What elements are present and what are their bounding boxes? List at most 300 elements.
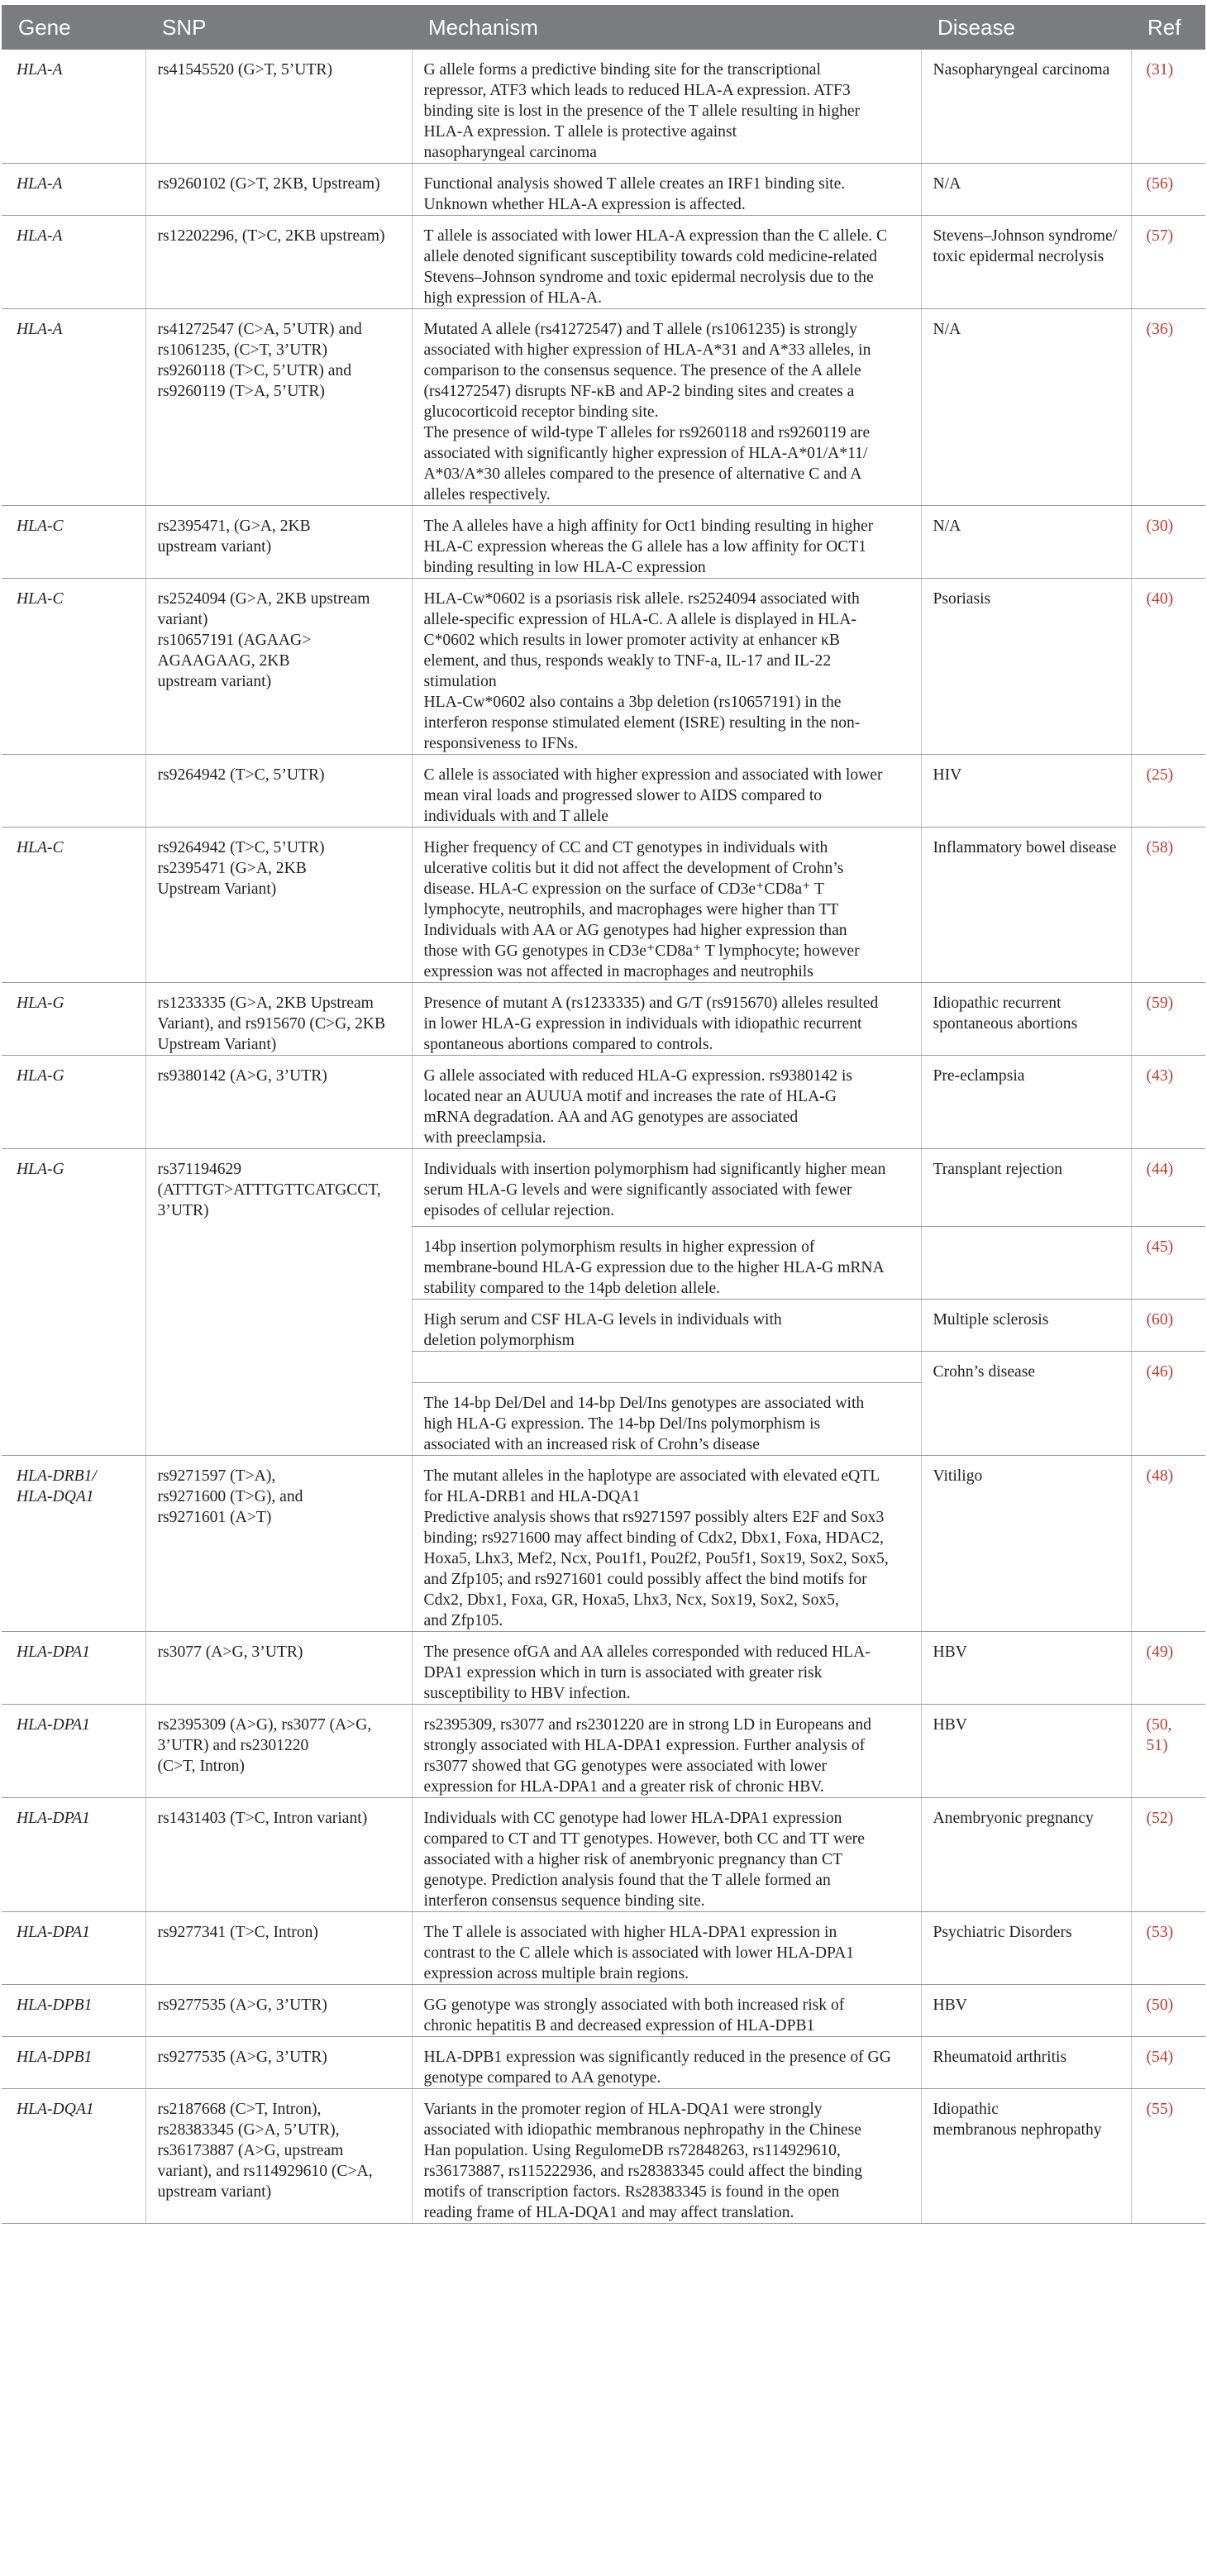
disease-cell <box>921 50 1131 164</box>
disease-cell <box>921 1797 1131 1911</box>
snp-cell <box>146 2088 412 2223</box>
mechanism-cell <box>412 1704 921 1797</box>
mechanism-line: rs3077 showed that GG genotypes were associated with lower <box>423 1757 828 1775</box>
table-row <box>2 216 1205 309</box>
disease-cell <box>921 309 1131 506</box>
table-row <box>2 1455 1205 1631</box>
disease-line: N/A <box>933 518 961 535</box>
snp-line: rs9380142 (A>G, 3’UTR) <box>157 1067 327 1085</box>
mechanism-cell <box>412 1056 921 1149</box>
table-row <box>2 506 1205 579</box>
mechanism-line: genotype compared to AA genotype. <box>423 2068 661 2087</box>
snp-line: rs2395471 (G>A, 2KB <box>157 860 307 877</box>
ref-cell[interactable]: (56) <box>1131 164 1205 216</box>
gene-cell: HLA-DPB1 <box>2 1984 146 2036</box>
mechanism-cell <box>412 1149 921 1227</box>
table-row <box>2 1911 1205 1984</box>
mechanism-line: membrane-bound HLA-G expression due to the higher HLA-G mRNA <box>423 1259 885 1276</box>
disease-line: HIV <box>933 766 962 784</box>
snp-cell <box>146 755 412 828</box>
header-gene: Gene <box>2 5 146 50</box>
table-row <box>2 828 1205 983</box>
snp-cell <box>146 1911 412 1984</box>
mechanism-cell <box>412 216 921 309</box>
ref-cell[interactable]: (30) <box>1131 506 1205 579</box>
snp-line: rs10657191 (AGAAG> <box>157 632 312 649</box>
disease-cell <box>921 164 1131 216</box>
mechanism-line: Variants in the promoter region of HLA-DQA1 were strongly <box>423 2100 823 2118</box>
snp-line: rs9260102 (G>T, 2KB, Upstream) <box>157 175 380 193</box>
mechanism-line: associated with idiopathic membranous nephropathy in the Chinese <box>423 2120 861 2139</box>
snp-cell <box>146 1056 412 1149</box>
mechanism-cell <box>412 1984 921 2036</box>
disease-line: Multiple sclerosis <box>933 1311 1049 1329</box>
snp-cell <box>146 1352 412 1383</box>
ref-cell[interactable]: (43) <box>1131 1056 1205 1149</box>
snp-line: rs9260118 (T>C, 5’UTR) and <box>157 362 352 379</box>
mechanism-line: HLA-Cw*0602 is a psoriasis risk allele. rs2524094 associated with <box>423 590 860 608</box>
snp-line: variant) <box>157 611 208 628</box>
mechanism-line: C allele is associated with higher expression and associated with lower <box>423 766 883 784</box>
mechanism-line: for HLA-DRB1 and HLA-DQA1 <box>423 1487 641 1505</box>
ref-cell[interactable] <box>1131 1382 1205 1455</box>
ref-cell[interactable]: (49) <box>1131 1631 1205 1704</box>
mechanism-line: mean viral loads and progressed slower to AIDS compared to <box>423 787 823 804</box>
disease-cell <box>921 1382 1131 1455</box>
ref-cell[interactable]: (40) <box>1131 579 1205 755</box>
mechanism-line: alleles respectively. <box>423 486 551 503</box>
mechanism-line: The presence of wild-type T alleles for rs9260118 and rs9260119 are <box>423 424 871 441</box>
mechanism-line: interferon response stimulated element (ISRE) resulting in the non- <box>423 714 861 732</box>
table-row <box>2 1797 1205 1911</box>
mechanism-line: Individuals with insertion polymorphism had significantly higher mean <box>423 1161 886 1178</box>
mechanism-cell <box>412 1382 921 1455</box>
disease-line: Inflammatory bowel disease <box>933 839 1117 856</box>
mechanism-line: mRNA degradation. AA and AG genotypes are associated <box>423 1109 799 1126</box>
gene-cell <box>2 755 146 828</box>
disease-cell <box>921 1704 1131 1797</box>
mechanism-cell <box>412 828 921 983</box>
disease-line: Vitiligo <box>933 1467 983 1485</box>
mechanism-cell <box>412 1300 921 1352</box>
table-header <box>2 5 1205 50</box>
disease-line: HBV <box>933 1715 967 1734</box>
gene-cell <box>2 1300 146 1352</box>
mechanism-line: interferon consensus sequence binding site. <box>423 1891 705 1910</box>
mechanism-cell <box>412 1631 921 1704</box>
snp-line: rs9277535 (A>G, 3’UTR) <box>157 1996 327 2014</box>
table-row <box>2 1704 1205 1797</box>
gene-cell: HLA-G <box>17 1161 64 1178</box>
disease-cell <box>921 1227 1131 1300</box>
snp-line: 3’UTR) <box>157 1202 209 1219</box>
table-row <box>2 1056 1205 1149</box>
snp-line: upstream variant) <box>157 538 272 556</box>
mechanism-line: ulcerative colitis but it did not affect the development of Crohn’s <box>423 860 844 877</box>
disease-line: Pre-eclampsia <box>933 1067 1025 1085</box>
snp-line: rs36173887 (A>G, upstream <box>157 2141 344 2159</box>
mechanism-line: susceptibility to HBV infection. <box>423 1684 631 1702</box>
disease-line: membranous nephropathy <box>933 2120 1102 2139</box>
gene-cell: HLA-DPA1 <box>2 1911 146 1984</box>
snp-line: rs2395309 (A>G), rs3077 (A>G, <box>157 1715 372 1734</box>
mechanism-line: HLA-Cw*0602 also contains a 3bp deletion (rs10657191) in the <box>423 694 842 711</box>
gene-cell: HLA-DPA1 <box>2 1631 146 1704</box>
mechanism-line: located near an AUUUA motif and increases the rate of HLA-G <box>423 1088 837 1105</box>
mechanism-line: repressor, ATF3 which leads to reduced HLA-A expression. ATF3 <box>423 82 851 99</box>
mechanism-line: The mutant alleles in the haplotype are associated with elevated eQTL <box>423 1467 880 1485</box>
snp-line: rs12202296, (T>C, 2KB upstream) <box>157 227 385 245</box>
mechanism-line: Hoxa5, Lhx3, Mef2, Ncx, Pou1f1, Pou2f2, Pou5f1, Sox19, Sox2, Sox5, <box>423 1549 889 1567</box>
disease-cell <box>921 2088 1131 2223</box>
ref-cell[interactable]: (46) <box>1131 1352 1205 1383</box>
mechanism-line: and Zfp105. <box>423 1611 503 1629</box>
mechanism-line: HLA-DPB1 expression was significantly reduced in the presence of GG <box>423 2048 891 2066</box>
ref-cell[interactable]: (50, 51) <box>1131 1704 1205 1797</box>
ref-cell[interactable]: (58) <box>1131 828 1205 983</box>
disease-line: Crohn’s disease <box>933 1363 1036 1381</box>
mechanism-line: G allele forms a predictive binding site for the transcriptional <box>423 61 821 79</box>
table-row <box>2 1300 1205 1352</box>
mechanism-line: spontaneous abortions compared to controls. <box>423 1036 713 1053</box>
mechanism-cell <box>412 1227 921 1300</box>
snp-cell <box>146 50 412 164</box>
gene-cell: HLA-G <box>2 1056 146 1149</box>
mechanism-line: high expression of HLA-A. <box>423 289 602 307</box>
snp-line: rs2187668 (C>T, Intron), <box>157 2100 322 2118</box>
table-row <box>2 50 1205 164</box>
snp-line: rs9277341 (T>C, Intron) <box>157 1923 318 1941</box>
disease-cell <box>921 1455 1131 1631</box>
mechanism-line: The presence ofGA and AA alleles corresponded with reduced HLA- <box>423 1643 871 1661</box>
snp-line: rs41272547 (C>A, 5’UTR) and <box>157 321 362 338</box>
mechanism-line: associated with an increased risk of Crohn’s disease <box>423 1435 760 1453</box>
mechanism-cell <box>412 2036 921 2088</box>
mechanism-line: allele denoted significant susceptibility towards cold medicine-related <box>423 248 877 265</box>
mechanism-cell <box>412 1352 921 1383</box>
snp-cell <box>146 1227 412 1300</box>
mechanism-line: expression across multiple brain regions. <box>423 1964 689 1982</box>
disease-line: Psoriasis <box>933 590 991 608</box>
disease-line: Stevens–Johnson syndrome/ <box>933 227 1118 245</box>
table-row <box>2 983 1205 1056</box>
snp-cell <box>146 1382 412 1455</box>
header-ref: Ref <box>1131 5 1205 50</box>
table-row <box>2 309 1205 506</box>
snp-line: Upstream Variant) <box>157 880 277 898</box>
gene-cell: HLA-DPA1 <box>2 1704 146 1797</box>
snp-cell <box>146 1631 412 1704</box>
table-row <box>2 1984 1205 2036</box>
mechanism-line: deletion polymorphism <box>423 1332 575 1349</box>
gene-cell: HLA-DRB1/ HLA-DQA1 <box>2 1455 146 1631</box>
ref-cell[interactable]: (57) <box>1131 216 1205 309</box>
snp-cell <box>146 1704 412 1797</box>
gene-cell: HLA-DPA1 <box>2 1797 146 1911</box>
table-row <box>2 755 1205 828</box>
disease-line: toxic epidermal necrolysis <box>933 248 1104 265</box>
mechanism-line: The 14-bp Del/Del and 14-bp Del/Ins genotypes are associated with <box>423 1394 865 1412</box>
mechanism-cell <box>412 755 921 828</box>
disease-line: Nasopharyngeal carcinoma <box>933 61 1110 79</box>
gene-cell: HLA-C <box>2 506 146 579</box>
ref-cell[interactable]: (36) <box>1131 309 1205 506</box>
snp-line: rs9271600 (T>G), and <box>157 1487 303 1505</box>
ref-cell[interactable]: (48) <box>1131 1455 1205 1631</box>
snp-line: rs9271597 (T>A), <box>157 1467 276 1485</box>
mechanism-cell <box>412 164 921 216</box>
mechanism-line: associated with higher expression of HLA-A*31 and A*33 alleles, in <box>423 341 871 359</box>
disease-cell <box>921 983 1131 1056</box>
mechanism-line: 14bp insertion polymorphism results in higher expression of <box>423 1238 815 1256</box>
disease-line: spontaneous abortions <box>933 1015 1078 1033</box>
disease-cell <box>921 506 1131 579</box>
mechanism-line: genotype. Prediction analysis found that the T allele formed an <box>423 1871 831 1889</box>
mechanism-line: Functional analysis showed T allele creates an IRF1 binding site. <box>423 175 846 193</box>
snp-line: rs9264942 (T>C, 5’UTR) <box>157 839 325 856</box>
ref-cell[interactable]: (55) <box>1131 2088 1205 2223</box>
disease-cell <box>921 1984 1131 2036</box>
snp-line: (ATTTGT>ATTTGTTCATGCCT, <box>157 1181 381 1199</box>
mechanism-line: G allele associated with reduced HLA-G expression. rs9380142 is <box>423 1067 853 1085</box>
disease-cell <box>921 1149 1131 1227</box>
mechanism-line: A*03/A*30 alleles compared to the presence of alternative C and A <box>423 465 862 483</box>
mechanism-line: Stevens–Johnson syndrome and toxic epidermal necrolysis due to the <box>423 269 874 286</box>
mechanism-line: Predictive analysis shows that rs9271597 possibly alters E2F and Sox3 <box>423 1508 885 1526</box>
ref-cell[interactable]: (59) <box>1131 983 1205 1056</box>
table-row <box>2 2036 1205 2088</box>
mechanism-cell <box>412 1797 921 1911</box>
mechanism-line: (rs41272547) disrupts NF-κB and AP-2 binding sites and creates a <box>423 383 855 400</box>
gene-cell: HLA-A <box>2 309 146 506</box>
disease-cell <box>921 1056 1131 1149</box>
mechanism-line: with preeclampsia. <box>423 1129 546 1147</box>
mechanism-line: C*0602 which results in lower promoter activity at enhancer κB <box>423 632 840 649</box>
mechanism-line: stability compared to the 14pb deletion allele. <box>423 1280 721 1297</box>
mechanism-line: T allele is associated with lower HLA-A expression than the C allele. C <box>423 227 888 245</box>
gene-cell: HLA-A <box>2 164 146 216</box>
gene-cell <box>2 1382 146 1455</box>
ref-cell[interactable]: (44) <box>1131 1149 1205 1227</box>
mechanism-line: GG genotype was strongly associated with both increased risk of <box>423 1996 845 2014</box>
snp-cell <box>146 1984 412 2036</box>
table-body <box>2 50 1205 2223</box>
disease-line: Psychiatric Disorders <box>933 1923 1072 1941</box>
snp-line: rs1431403 (T>C, Intron variant) <box>157 1809 368 1827</box>
disease-cell <box>921 1631 1131 1704</box>
snp-line: rs41545520 (G>T, 5’UTR) <box>157 61 332 79</box>
table-row <box>2 1382 1205 1455</box>
disease-line: Idiopathic <box>933 2100 999 2118</box>
mechanism-line: Unknown whether HLA-A expression is affected. <box>423 196 746 213</box>
mechanism-line: DPA1 expression which in turn is associated with greater risk <box>423 1663 823 1682</box>
table-row <box>2 1227 1205 1300</box>
mechanism-line: binding; rs9271600 may affect binding of Cdx2, Dbx1, Foxa, HDAC2, <box>423 1529 884 1547</box>
gene-cell <box>2 1352 146 1383</box>
snp-cell <box>146 1300 412 1352</box>
snp-cell <box>146 983 412 1056</box>
disease-cell <box>921 755 1131 828</box>
disease-line: Idiopathic recurrent <box>933 995 1061 1012</box>
snp-cell <box>146 309 412 506</box>
mechanism-line: compared to CT and TT genotypes. However, both CC and TT were <box>423 1829 865 1848</box>
snp-line: 3’UTR) and rs2301220 <box>157 1736 309 1754</box>
mechanism-line: expression for HLA-DPA1 and a greater risk of chronic HBV. <box>423 1777 824 1796</box>
disease-line: Anembryonic pregnancy <box>933 1809 1094 1827</box>
mechanism-line: Han population. Using RegulomeDB rs72848263, rs114929610, <box>423 2141 841 2159</box>
snp-line: rs371194629 <box>157 1161 242 1178</box>
ref-cell[interactable]: (54) <box>1131 2036 1205 2088</box>
mechanism-line: in lower HLA-G expression in individuals with idiopathic recurrent <box>423 1015 862 1033</box>
mechanism-line: serum HLA-G levels and were significantly associated with fewer <box>423 1181 852 1199</box>
gene-cell: HLA-A <box>2 216 146 309</box>
mechanism-line: Presence of mutant A (rs1233335) and G/T (rs915670) alleles resulted <box>423 995 879 1012</box>
snp-cell <box>146 828 412 983</box>
mechanism-cell <box>412 1455 921 1631</box>
mechanism-cell <box>412 506 921 579</box>
ref-cell[interactable]: (31) <box>1131 50 1205 164</box>
mechanism-cell <box>412 309 921 506</box>
mechanism-line: Individuals with AA or AG genotypes had higher expression than <box>423 922 847 939</box>
gene-cell: HLA-C <box>2 579 146 755</box>
mechanism-line: expression was not affected in macrophages and neutrophils <box>423 963 813 980</box>
disease-cell <box>921 1352 1131 1383</box>
mechanism-line: Mutated A allele (rs41272547) and T allele (rs1061235) is strongly <box>423 321 857 338</box>
disease-line: Transplant rejection <box>933 1161 1063 1178</box>
mechanism-line: and Zfp105; and rs9271601 could possibly affect the bind motifs for <box>423 1570 867 1588</box>
mechanism-line: binding resulting in low HLA-C expression <box>423 559 706 576</box>
mechanism-line: comparison to the consensus sequence. The presence of the A allele <box>423 362 861 379</box>
snp-cell <box>146 1797 412 1911</box>
mechanism-line: rs36173887, rs115222936, and rs28383345 could affect the binding <box>423 2162 863 2180</box>
mechanism-cell <box>412 579 921 755</box>
mechanism-line: contrast to the C allele which is associated with lower HLA-DPA1 <box>423 1944 855 1962</box>
disease-line: HBV <box>933 1643 967 1661</box>
snp-line: rs2395471, (G>A, 2KB <box>157 518 311 535</box>
mechanism-line: HLA-A expression. T allele is protective against <box>423 123 737 141</box>
disease-line: HBV <box>933 1996 967 2014</box>
snp-line: AGAAGAAG, 2KB <box>157 652 290 670</box>
mechanism-line: high HLA-G expression. The 14-bp Del/Ins polymorphism is <box>423 1414 821 1433</box>
mechanism-line: Higher frequency of CC and CT genotypes in individuals with <box>423 839 828 856</box>
mechanism-line: Individuals with CC genotype had lower HLA-DPA1 expression <box>423 1809 842 1827</box>
snp-cell <box>146 1149 412 1227</box>
snp-line: rs3077 (A>G, 3’UTR) <box>157 1643 303 1661</box>
table-row <box>2 164 1205 216</box>
disease-cell <box>921 1911 1131 1984</box>
snp-line: rs1061235, (C>T, 3’UTR) <box>157 341 328 359</box>
snp-line: rs9260119 (T>A, 5’UTR) <box>157 383 325 400</box>
snp-line: variant), and rs114929610 (C>A, <box>157 2162 373 2180</box>
table-row <box>2 1352 1205 1383</box>
snp-line: rs2524094 (G>A, 2KB upstream <box>157 590 370 608</box>
mechanism-line: glucocorticoid receptor binding site. <box>423 403 659 421</box>
snp-line: Variant), and rs915670 (C>G, 2KB <box>157 1015 386 1033</box>
mechanism-line: stimulation <box>423 673 497 690</box>
table-row <box>2 1149 1205 1227</box>
mechanism-line: The A alleles have a high affinity for Oct1 binding resulting in higher <box>423 518 874 535</box>
snp-line: rs9264942 (T>C, 5’UTR) <box>157 766 325 784</box>
gene-cell: HLA-C <box>2 828 146 983</box>
disease-line: N/A <box>933 175 961 193</box>
snp-cell <box>146 506 412 579</box>
ref-cell[interactable]: (53) <box>1131 1911 1205 1984</box>
snp-cell <box>146 164 412 216</box>
table-row <box>2 579 1205 755</box>
disease-cell <box>921 1300 1131 1352</box>
ref-cell[interactable]: (60) <box>1131 1300 1205 1352</box>
mechanism-line: those with GG genotypes in CD3e⁺CD8a⁺ T lymphocyte; however <box>423 942 860 960</box>
mechanism-cell <box>412 1911 921 1984</box>
gene-cell <box>2 1227 146 1300</box>
ref-cell[interactable]: (25) <box>1131 755 1205 828</box>
mechanism-line: reading frame of HLA-DQA1 and may affect translation. <box>423 2203 794 2221</box>
snp-line: Upstream Variant) <box>157 1036 277 1053</box>
mechanism-line: High serum and CSF HLA-G levels in individuals with <box>423 1311 782 1329</box>
mechanism-line: The T allele is associated with higher HLA-DPA1 expression in <box>423 1923 837 1941</box>
disease-cell <box>921 579 1131 755</box>
snp-cell <box>146 2036 412 2088</box>
header-snp: SNP <box>146 5 412 50</box>
snp-line: rs9277535 (A>G, 3’UTR) <box>157 2048 327 2066</box>
snp-cell <box>146 1455 412 1631</box>
header-disease: Disease <box>921 5 1131 50</box>
ref-cell[interactable]: (50) <box>1131 1984 1205 2036</box>
snp-line: upstream variant) <box>157 2182 272 2201</box>
snp-line: rs9271601 (A>T) <box>157 1508 272 1526</box>
ref-cell[interactable]: (52) <box>1131 1797 1205 1911</box>
mechanism-line: chronic hepatitis B and decreased expression of HLA-DPB1 <box>423 2016 815 2035</box>
snp-line: rs28383345 (G>A, 5’UTR), <box>157 2120 340 2139</box>
mechanism-line: binding site is lost in the presence of the T allele resulting in higher <box>423 103 861 120</box>
mechanism-line: nasopharyngeal carcinoma <box>423 144 597 161</box>
mechanism-cell <box>412 2088 921 2223</box>
snp-line: rs1233335 (G>A, 2KB Upstream <box>157 995 374 1012</box>
snp-cell <box>146 216 412 309</box>
disease-line: Rheumatoid arthritis <box>933 2048 1067 2066</box>
disease-cell <box>921 828 1131 983</box>
hla-snp-table <box>2 5 1205 2224</box>
gene-cell: HLA-G <box>2 983 146 1056</box>
mechanism-line: disease. HLA-C expression on the surface of CD3e⁺CD8a⁺ T <box>423 880 824 898</box>
gene-cell: HLA-DQA1 <box>2 2088 146 2223</box>
mechanism-cell <box>412 983 921 1056</box>
gene-cell: HLA-DPB1 <box>2 2036 146 2088</box>
mechanism-line: associated with significantly higher expression of HLA-A*01/A*11/ <box>423 445 868 462</box>
ref-cell[interactable]: (45) <box>1131 1227 1205 1300</box>
gene-cell: HLA-A <box>2 50 146 164</box>
mechanism-line: HLA-C expression whereas the G allele has a low affinity for OCT1 <box>423 538 867 556</box>
mechanism-line: strongly associated with HLA-DPA1 expression. Further analysis of <box>423 1736 866 1754</box>
mechanism-line: lymphocyte, neutrophils, and macrophages were higher than TT <box>423 901 839 918</box>
snp-line: (C>T, Intron) <box>157 1757 245 1775</box>
disease-cell <box>921 216 1131 309</box>
mechanism-line: allele-specific expression of HLA-C. A allele is displayed in HLA- <box>423 611 856 628</box>
table-row <box>2 2088 1205 2223</box>
mechanism-line: element, and thus, responds weakly to TNF-a, IL-17 and IL-22 <box>423 652 832 670</box>
snp-cell <box>146 579 412 755</box>
mechanism-line: responsiveness to IFNs. <box>423 735 579 752</box>
mechanism-line: rs2395309, rs3077 and rs2301220 are in strong LD in Europeans and <box>423 1715 871 1734</box>
mechanism-line: Cdx2, Dbx1, Foxa, GR, Hoxa5, Lhx3, Ncx, Sox19, Sox2, Sox5, <box>423 1591 839 1609</box>
table-row <box>2 1631 1205 1704</box>
mechanism-line: episodes of cellular rejection. <box>423 1202 615 1219</box>
header-mechanism: Mechanism <box>412 5 921 50</box>
mechanism-cell <box>412 50 921 164</box>
mechanism-line: associated with a higher risk of anembryonic pregnancy than CT <box>423 1850 843 1868</box>
disease-cell <box>921 2036 1131 2088</box>
mechanism-line: motifs of transcription factors. Rs28383345 is found in the open <box>423 2182 840 2201</box>
